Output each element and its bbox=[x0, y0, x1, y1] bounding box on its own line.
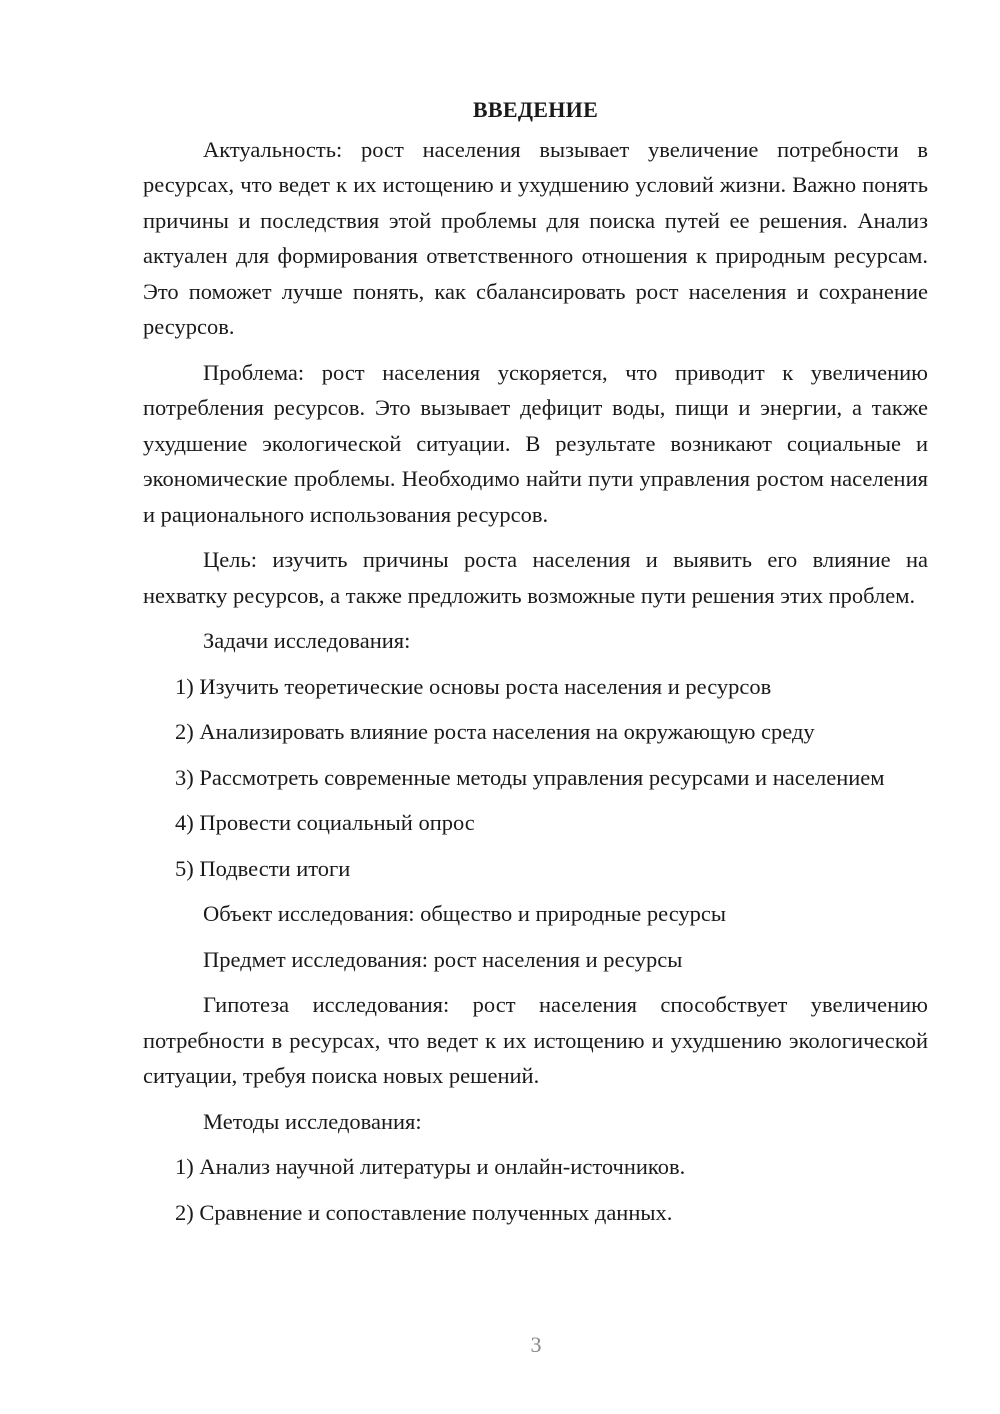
paragraph-relevance: Актуальность: рост населения вызывает увеличение потребности в ресурсах, что ведет к их истощению и ухудшению условий жизни. Важно понять причины и последствия этой проблемы для поиска путей ее решения. Анализ актуален для формирования ответственного отношения к природным ресурсам. Это поможет лучше понять, как сбалансировать рост населения и сохранение ресурсов. bbox=[143, 136, 928, 339]
list-item-task-4: 4) Провести социальный опрос bbox=[175, 810, 475, 835]
list-item-method-1: 1) Анализ научной литературы и онлайн-источников. bbox=[175, 1154, 686, 1179]
document-page bbox=[143, 92, 928, 1230]
list-item-method-2: 2) Сравнение и сопоставление полученных данных. bbox=[175, 1199, 673, 1225]
list-item-task-2: 2) Анализировать влияние роста населения на окружающую среду bbox=[175, 719, 815, 744]
paragraph-subject: Предмет исследования: рост населения и ресурсы bbox=[203, 946, 683, 972]
paragraph-hypothesis: Гипотеза исследования: рост населения способствует увеличению потребности в ресурсах, что ведет к их истощению и ухудшению экологической ситуации, требуя поиска новых решений. bbox=[143, 992, 928, 1088]
paragraph-tasks-heading: Задачи исследования: bbox=[203, 628, 411, 653]
paragraph-object: Объект исследования: общество и природные ресурсы bbox=[203, 901, 726, 926]
paragraph-goal: Цель: изучить причины роста населения и выявить его влияние на нехватку ресурсов, а также предложить возможные пути решения этих проблем. bbox=[143, 547, 928, 608]
section-title: ВВЕДЕНИЕ bbox=[472, 97, 599, 122]
list-item-task-5: 5) Подвести итоги bbox=[175, 855, 351, 881]
paragraph-problem: Проблема: рост населения ускоряется, что приводит к увеличению потребления ресурсов. Это вызывает дефицит воды, пищи и энергии, а также ухудшение экологической ситуации. В результате возникают социальные и экономические проблемы. Необходимо найти пути управления ростом населения и рационального использования ресурсов. bbox=[143, 359, 928, 527]
list-item-task-3: 3) Рассмотреть современные методы управления ресурсами и населением bbox=[175, 764, 885, 790]
list-item-task-1: 1) Изучить теоретические основы роста населения и ресурсов bbox=[175, 673, 772, 699]
paragraph-methods-heading: Методы исследования: bbox=[203, 1108, 422, 1134]
page-number: 3 bbox=[530, 1332, 542, 1357]
